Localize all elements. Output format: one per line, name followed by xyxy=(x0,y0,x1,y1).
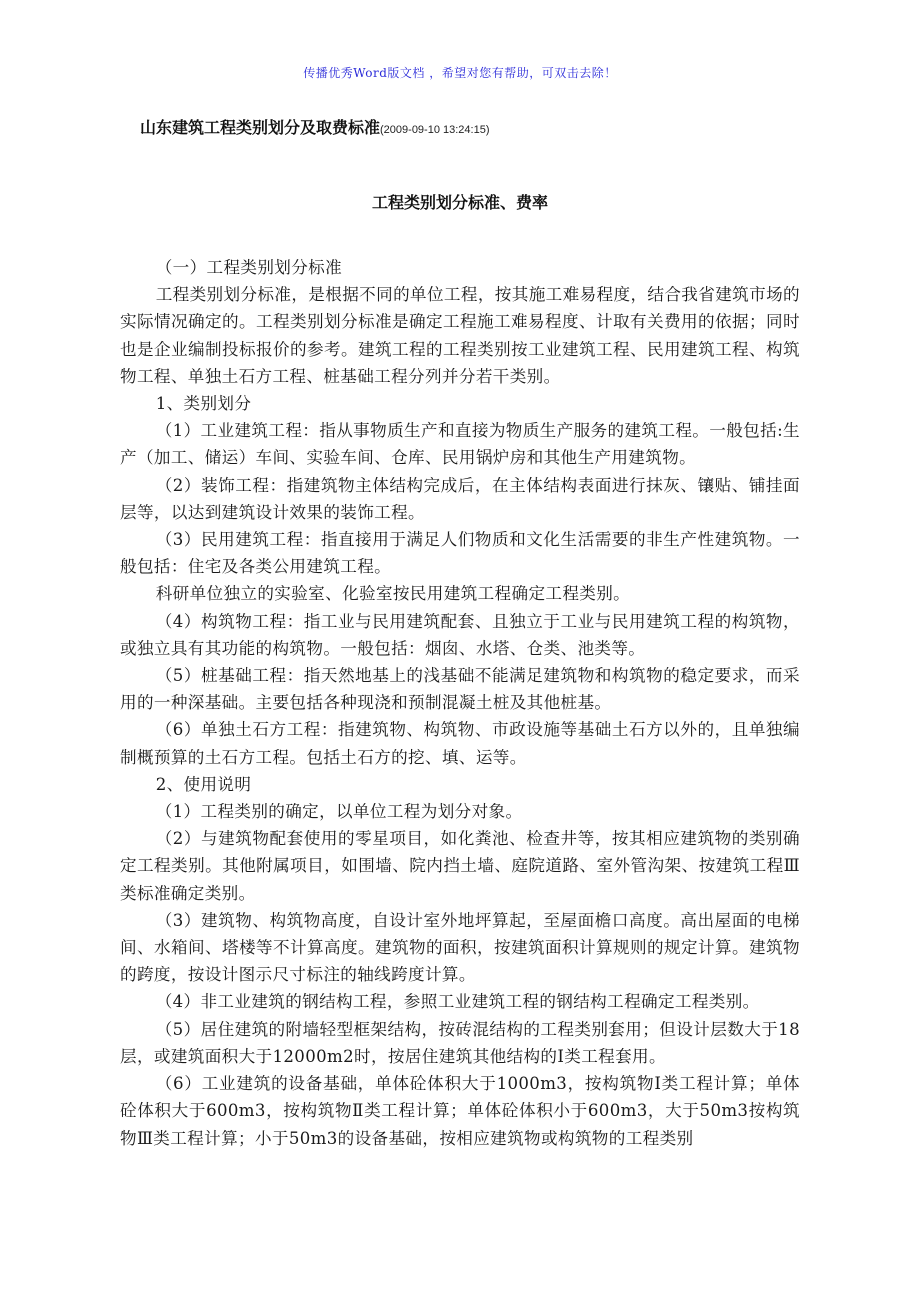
document-title-text: 山东建筑工程类别划分及取费标准 xyxy=(140,118,381,137)
paragraph: （4）构筑物工程：指工业与民用建筑配套、且独立于工业与民用建筑工程的构筑物，或独立具有其功能的构筑物。一般包括：烟囱、水塔、仓类、池类等。 xyxy=(120,611,800,658)
paragraph: （1）工业建筑工程：指从事物质生产和直接为物质生产服务的建筑工程。一般包括:生产（加工、储运）车间、实验车间、仓库、民用锅炉房和其他生产用建筑物。 xyxy=(120,421,800,468)
paragraph: （5）居住建筑的附墙轻型框架结构，按砖混结构的工程类别套用；但设计层数大于18层，或建筑面积大于12000m2时，按居住建筑其他结构的Ⅰ类工程套用。 xyxy=(120,1019,800,1066)
paragraph: （一）工程类别划分标准 xyxy=(155,258,343,277)
document-body xyxy=(120,254,800,1152)
paragraph: 工程类别划分标准，是根据不同的单位工程，按其施工难易程度，结合我省建筑市场的实际情况确定的。工程类别划分标准是确定工程施工难易程度、计取有关费用的依据；同时也是企业编制投标报价的参考。建筑工程的工程类别按工业建筑工程、民用建筑工程、构筑物工程、单独土石方工程、桩基础工程分列并分若干类别。 xyxy=(120,285,800,386)
paragraph: 科研单位独立的实验室、化验室按民用建筑工程确定工程类别。 xyxy=(155,584,631,604)
document-title xyxy=(140,115,489,138)
paragraph: （6）工业建筑的设备基础，单体砼体积大于1000m3，按构筑物Ⅰ类工程计算；单体砼体积大于600m3，按构筑物Ⅱ类工程计算；单体砼体积小于600m3，大于50m3按构筑物Ⅲ类工程计算；小于50m3的设备基础，按相应建筑物或构筑物的工程类别 xyxy=(120,1074,800,1148)
paragraph: 2、使用说明 xyxy=(155,774,252,794)
paragraph: （2）装饰工程：指建筑物主体结构完成后，在主体结构表面进行抹灰、镶贴、铺挂面层等，以达到建筑设计效果的装饰工程。 xyxy=(120,475,800,522)
paragraph: （5）桩基础工程：指天然地基上的浅基础不能满足建筑物和构筑物的稳定要求，而采用的一种深基础。主要包括各种现浇和预制混凝土桩及其他桩基。 xyxy=(120,666,800,713)
watermark-banner: 传播优秀Word版文档 ，希望对您有帮助，可双击去除！ xyxy=(303,66,617,80)
paragraph: （1）工程类别的确定，以单位工程为划分对象。 xyxy=(155,802,523,822)
paragraph: 1、类别划分 xyxy=(155,394,252,414)
section-title: 工程类别划分标准、费率 xyxy=(371,193,548,212)
paragraph: （6）单独土石方工程：指建筑物、构筑物、市政设施等基础土石方以外的，且单独编制概预算的土石方工程。包括土石方的挖、填、运等。 xyxy=(120,720,800,767)
paragraph: （3）建筑物、构筑物高度，自设计室外地坪算起，至屋面檐口高度。高出屋面的电梯间、水箱间、塔楼等不计算高度。建筑物的面积，按建筑面积计算规则的规定计算。建筑物的跨度，按设计图示尺寸标注的轴线跨度计算。 xyxy=(120,910,800,985)
document-date: (2009-09-10 13:24:15) xyxy=(380,124,490,136)
paragraph: （3）民用建筑工程：指直接用于满足人们物质和文化生活需要的非生产性建筑物。一般包括：住宅及各类公用建筑工程。 xyxy=(120,530,800,577)
paragraph: （4）非工业建筑的钢结构工程，参照工业建筑工程的钢结构工程确定工程类别。 xyxy=(155,992,760,1012)
paragraph: （2）与建筑物配套使用的零星项目，如化粪池、检查井等，按其相应建筑物的类别确定工程类别。其他附属项目，如围墙、院内挡土墙、庭院道路、室外管沟架、按建筑工程Ⅲ类标准确定类别。 xyxy=(120,829,800,903)
